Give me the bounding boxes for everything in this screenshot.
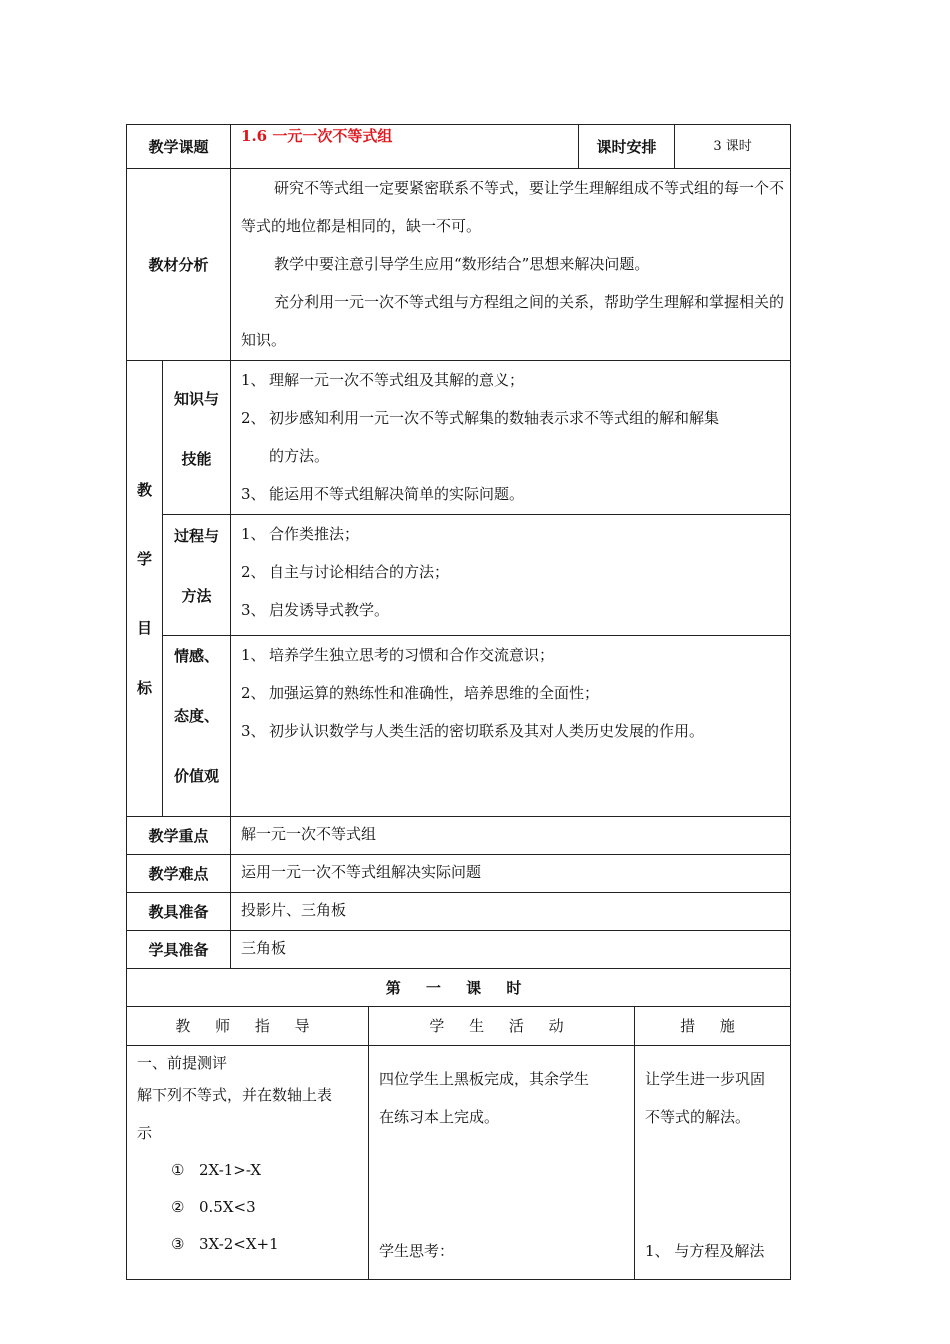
activity-line: 在练习本上完成。	[379, 1108, 500, 1126]
process-label-line: 方法	[181, 587, 212, 605]
process-items	[231, 515, 791, 636]
prompt-line: 示	[137, 1124, 153, 1142]
analysis-content	[231, 169, 791, 361]
emotion-label	[163, 636, 231, 817]
process-label-line: 过程与	[174, 527, 220, 545]
activity-think: 学生思考：	[379, 1242, 455, 1260]
list-item: 2、 加强运算的熟练性和准确性，培养思维的全面性；	[241, 684, 600, 702]
emotion-items	[231, 636, 791, 817]
goals-label-char: 标	[136, 678, 152, 697]
list-item-continuation: 的方法。	[269, 447, 330, 465]
analysis-label: 教材分析	[127, 169, 231, 361]
list-item: 3、 启发诱导式教学。	[241, 601, 390, 619]
prompt-line: 解下列不等式，并在数轴上表	[137, 1086, 333, 1104]
column-header-measure: 措 施	[635, 1007, 791, 1046]
emotion-label-line: 态度、	[174, 707, 220, 725]
measure-last: 1、 与方程及解法	[645, 1242, 765, 1260]
emotion-label-line: 情感、	[174, 647, 220, 665]
list-item: 3、 初步认识数学与人类生活的密切联系及其对人类历史发展的作用。	[241, 722, 705, 740]
knowledge-items	[231, 361, 791, 515]
measure-line: 不等式的解法。	[645, 1108, 751, 1126]
goals-label-char: 教	[136, 480, 152, 499]
list-item: 2、 自主与讨论相结合的方法；	[241, 563, 450, 581]
analysis-paragraph: 教学中要注意引导学生应用“数形结合”思想来解决问题。	[274, 255, 650, 273]
goals-label-char: 学	[136, 549, 152, 568]
list-item: 1、 培养学生独立思考的习惯和合作交流意识；	[241, 646, 555, 664]
goals-label-char: 目	[136, 618, 152, 637]
column-header-teacher: 教 师 指 导	[127, 1007, 369, 1046]
knowledge-label	[163, 361, 231, 515]
teacher-tools-label: 教具准备	[127, 893, 231, 931]
emotion-label-line: 价值观	[174, 767, 220, 785]
exercise-item: ③ 3X-2<X+1	[171, 1235, 279, 1253]
lesson-title: 第 一 课 时	[127, 969, 791, 1007]
list-item: 1、 合作类推法；	[241, 525, 360, 543]
process-label	[163, 515, 231, 636]
measure-cell	[635, 1046, 791, 1280]
key-point-value: 解一元一次不等式组	[231, 817, 791, 855]
analysis-paragraph: 充分利用一元一次不等式组与方程组之间的关系，帮助学生理解和掌握相关的知识。	[241, 293, 785, 349]
topic-title: 1.6 一元一次不等式组	[231, 125, 579, 169]
difficulty-label: 教学难点	[127, 855, 231, 893]
schedule-label: 课时安排	[579, 125, 675, 169]
activity-line: 四位学生上黑板完成，其余学生	[379, 1070, 590, 1088]
goals-label	[127, 361, 163, 817]
exercise-item: ① 2X-1>-X	[171, 1161, 262, 1179]
knowledge-label-line: 知识与	[174, 389, 220, 408]
analysis-paragraph: 研究不等式组一定要紧密联系不等式，要让学生理解组成不等式组的每一个不等式的地位都是相同的，缺一不可。	[241, 179, 785, 235]
teacher-guidance-cell	[127, 1046, 369, 1280]
lesson-plan-table	[126, 124, 791, 1280]
list-item: 3、 能运用不等式组解决简单的实际问题。	[241, 485, 525, 503]
list-item: 1、 理解一元一次不等式组及其解的意义；	[241, 371, 525, 389]
column-header-student: 学 生 活 动	[369, 1007, 635, 1046]
teacher-tools-value: 投影片、三角板	[231, 893, 791, 931]
student-tools-value: 三角板	[231, 931, 791, 969]
list-item: 2、 初步感知利用一元一次不等式解集的数轴表示求不等式组的解和解集	[241, 409, 720, 427]
knowledge-label-line: 技能	[181, 449, 212, 468]
student-tools-label: 学具准备	[127, 931, 231, 969]
student-activity-cell	[369, 1046, 635, 1280]
key-point-label: 教学重点	[127, 817, 231, 855]
measure-line: 让学生进一步巩固	[645, 1070, 766, 1088]
section-heading: 一、前提测评	[137, 1054, 228, 1072]
exercise-item: ② 0.5X<3	[171, 1198, 256, 1216]
schedule-value: 3 课时	[675, 125, 791, 169]
topic-label: 教学课题	[127, 125, 231, 169]
difficulty-value: 运用一元一次不等式组解决实际问题	[231, 855, 791, 893]
